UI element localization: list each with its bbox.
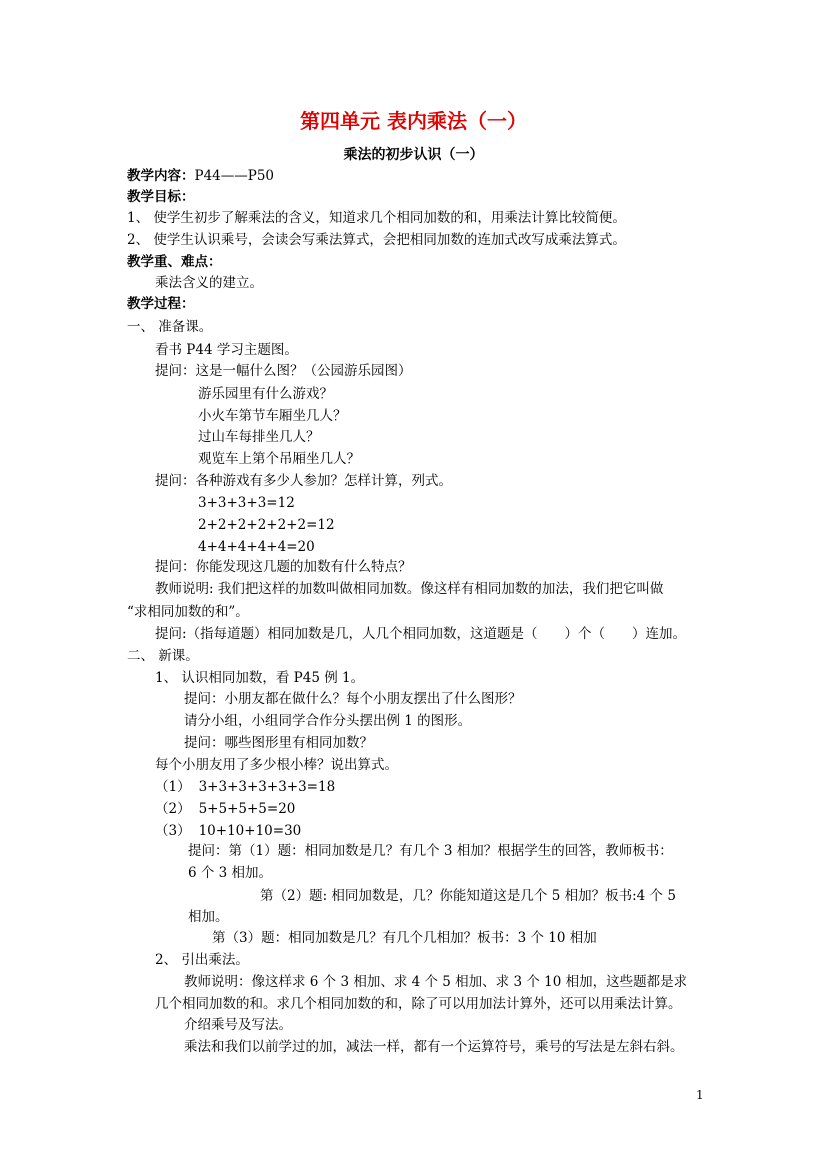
section-2-line: 1、 认识相同加数，看 P45 例 1。 [155, 670, 365, 686]
page-number: 1 [696, 1088, 704, 1102]
section-1-line: 游乐园里有什么游戏？ [198, 386, 333, 402]
section-2-line: 提问：第（1）题：相同加数是几？有几个 3 相加？根据学生的回答，教师板书： [188, 843, 673, 859]
section-1-line: 提问：你能发现这几题的加数有什么特点？ [155, 559, 412, 575]
section-1-line: 提问:（指每道题）相同加数是几，人几个相同加数，这道题是（ ）个（ ）连加。 [155, 626, 687, 642]
section-2-line: 几个相同加数的和。求几个相同加数的和，除了可以用加法计算外，还可以用乘法计算。 [155, 996, 682, 1012]
section-2-line: 每个小朋友用了多少根小棒？说出算式。 [155, 757, 398, 773]
equation-number: （1） [155, 779, 191, 795]
lesson-subtitle: 乘法的初步认识（一） [343, 147, 484, 163]
goals-label: 教学目标： [127, 189, 195, 205]
section-2-line: 提问：小朋友都在做什么？每个小朋友摆出了什么图形？ [184, 691, 522, 707]
section-1-line: 小火车第节车厢坐几人？ [198, 408, 347, 424]
section-2-line: 提问：哪些图形里有相同加数？ [184, 735, 373, 751]
section-1-line: 看书 P44 学习主题图。 [155, 342, 298, 358]
section-2-heading: 二、 新课。 [127, 648, 199, 664]
goal-1: 1、 使学生初步了解乘法的含义，知道求几个相同加数的和，用乘法计算比较简便。 [127, 210, 626, 226]
section-1-line: 提问：各种游戏有多少人参加？怎样计算，列式。 [155, 473, 452, 489]
equation-number: （2） [155, 801, 191, 817]
section-1-line: 观览车上第个吊厢坐几人？ [198, 451, 360, 467]
section-2-line: 6 个 3 相加。 [188, 865, 273, 881]
section-1-line: 提问：这是一幅什么图？（公园游乐园图） [155, 363, 412, 379]
content-row [127, 167, 274, 185]
section-1-line: “求相同加数的和”。 [127, 604, 249, 620]
section-1-line: 过山车每排坐几人？ [198, 429, 320, 445]
key-text: 乘法含义的建立。 [155, 275, 263, 291]
section-2-line: 相加。 [188, 909, 229, 925]
section-2-line: 第（2）题: 相同加数是，几？你能知道这是几个 5 相加？板书:4 个 5 [260, 888, 676, 904]
equation-row [155, 778, 335, 796]
equation: 3+3+3+3+3+3=18 [198, 779, 336, 795]
content-label: 教学内容： [127, 168, 195, 184]
equation: 3+3+3+3=12 [198, 495, 295, 511]
section-2-line: 教师说明：像这样求 6 个 3 相加、求 4 个 5 相加、求 3 个 10 相加，这些题都是求 [184, 974, 688, 990]
process-label: 教学过程： [127, 296, 195, 312]
section-1-line: 教师说明: 我们把这样的加数叫做相同加数。像这样有相同加数的加法，我们把它叫做 [155, 581, 664, 597]
section-2-line: 第（3）题：相同加数是几？有几个几相加？板书：3 个 10 相加 [212, 930, 597, 946]
section-1-heading: 一、 准备课。 [127, 319, 213, 335]
unit-title: 第四单元 表内乘法（一） [300, 109, 527, 133]
section-2-line: 乘法和我们以前学过的加，减法一样，都有一个运算符号，乘号的写法是左斜右斜。 [184, 1039, 684, 1055]
equation: 4+4+4+4+4=20 [198, 539, 315, 555]
equation-row [155, 800, 295, 818]
section-2-line: 2、 引出乘法。 [155, 952, 249, 968]
equation-row [155, 822, 301, 840]
goal-2: 2、 使学生认识乘号，会读会写乘法算式，会把相同加数的连加式改写成乘法算式。 [127, 232, 626, 248]
key-label: 教学重、难点： [127, 254, 222, 270]
equation: 2+2+2+2+2+2=12 [198, 517, 335, 533]
equation: 10+10+10=30 [198, 823, 302, 839]
section-2-line: 请分小组，小组同学合作分头摆出例 1 的图形。 [184, 713, 472, 729]
content-value: P44——P50 [194, 168, 275, 184]
equation-number: （3） [155, 823, 191, 839]
equation: 5+5+5+5=20 [198, 801, 296, 817]
section-2-line: 介绍乘号及写法。 [184, 1017, 292, 1033]
